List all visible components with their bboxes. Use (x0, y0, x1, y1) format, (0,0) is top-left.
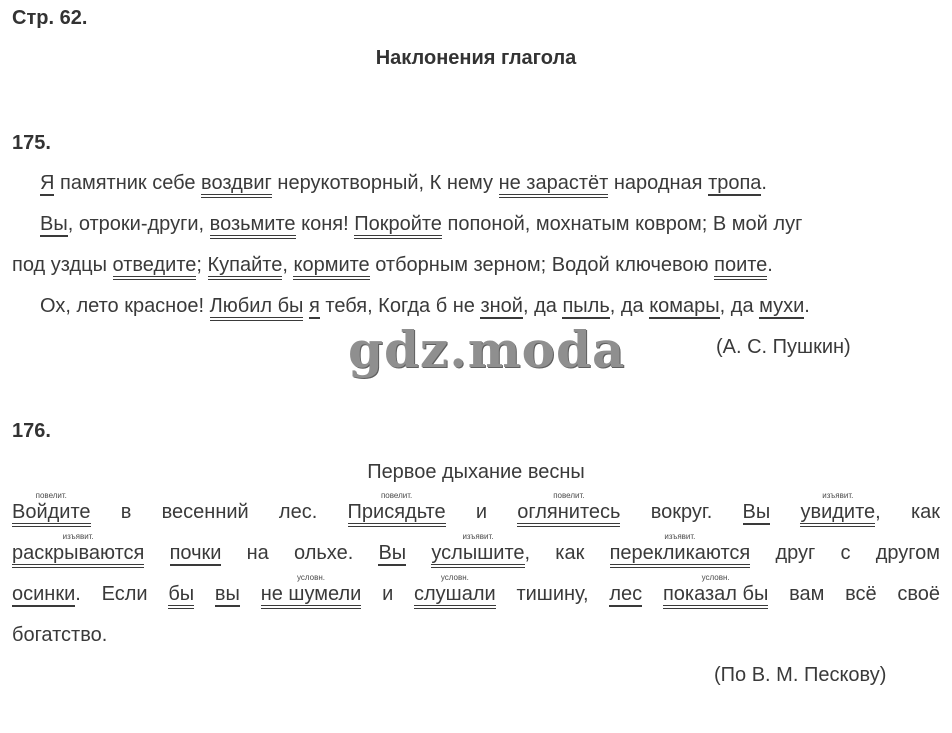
subject-word: комары (649, 295, 720, 317)
subject-word: Я (40, 172, 55, 194)
text-fragment: друг с другом (775, 542, 941, 564)
predicate-word: воздвиг (201, 173, 272, 198)
mood-label: изъявит. (462, 532, 494, 541)
section-title: Наклонения глагола (375, 47, 577, 69)
subject-word: мухи (759, 295, 805, 317)
text-fragment: , да (609, 295, 644, 317)
predicate-word: Купайте (208, 255, 283, 280)
predicate-word: условн. показал бы (663, 584, 768, 609)
subject-word: Вы (40, 213, 68, 235)
text-fragment: в весенний лес. (120, 501, 318, 523)
subject-word: лес (609, 583, 643, 605)
page-number: Стр. 62. (12, 7, 88, 29)
ex175-line-3 (12, 252, 773, 280)
text-fragment: ; (196, 254, 202, 276)
subject-word: Вы (742, 501, 771, 523)
text-fragment: тебя, Когда б не (325, 295, 475, 317)
text-fragment: . (804, 295, 810, 317)
predicate-word: кормите (293, 255, 369, 280)
subject-word: Вы (378, 542, 407, 564)
ex176-line-3 (12, 573, 941, 609)
ex176-line-1 (12, 491, 941, 527)
predicate-word: бы (168, 584, 194, 609)
ex176-subtitle: Первое дыхание весны (367, 461, 585, 483)
text-fragment: коня! (301, 213, 349, 235)
text-fragment: попоной, мохнатым ковром; В мой луг (447, 213, 803, 235)
predicate-word: изъявит. услышите (431, 543, 524, 568)
predicate-word: повелит. Войдите (12, 502, 91, 527)
ex175-line-2 (40, 211, 802, 239)
text-fragment: нерукотворный, К нему (277, 172, 493, 194)
predicate-word: поите (714, 255, 767, 280)
predicate-word: Любил бы (210, 296, 304, 321)
text-fragment: Ох, лето красное! (40, 295, 205, 317)
watermark-logo: gdz.moda (348, 320, 626, 379)
text-fragment: , отроки-други, (67, 213, 205, 235)
mood-label: условн. (440, 573, 469, 582)
exercise-175-number: 175. (12, 132, 51, 154)
subject-word: тропа (708, 172, 762, 194)
subject-word: почки (169, 542, 222, 564)
text-fragment: народная (613, 172, 703, 194)
mood-label: условн. (701, 573, 730, 582)
text-fragment: и (475, 501, 488, 523)
mood-label: изъявит. (664, 532, 696, 541)
predicate-word: повелит. Присядьте (348, 502, 446, 527)
ex175-line-4 (40, 293, 810, 321)
ex176-source: (По В. М. Пескову) (714, 664, 887, 686)
text-fragment: и (382, 583, 394, 605)
text-fragment: . (761, 172, 767, 194)
predicate-word: Покройте (354, 214, 442, 239)
exercise-176-number: 176. (12, 420, 51, 442)
predicate-word: отведите (113, 255, 197, 280)
mood-label: изъявит. (822, 491, 854, 500)
text-fragment: . Если (75, 583, 148, 605)
subject-word: зной (480, 295, 523, 317)
subject-word: осинки (12, 583, 76, 605)
predicate-word: не зарастёт (499, 173, 609, 198)
mood-label: повелит. (35, 491, 67, 500)
text-fragment: . (767, 254, 773, 276)
text-fragment: , да (522, 295, 557, 317)
mood-label: условн. (296, 573, 325, 582)
ex176-line-4: богатство. (12, 624, 108, 646)
mood-label: изъявит. (62, 532, 94, 541)
mood-label: повелит. (553, 491, 585, 500)
text-fragment: на ольхе. (246, 542, 354, 564)
subject-word: вы (214, 583, 240, 605)
subject-word: пыль (562, 295, 610, 317)
subject-word: я (308, 295, 320, 317)
predicate-word: условн. не шумели (261, 584, 362, 609)
predicate-word: изъявит. увидите (800, 502, 875, 527)
text-fragment: под уздцы (12, 254, 107, 276)
predicate-word: изъявит. перекликаются (610, 543, 751, 568)
ex176-line-2 (12, 532, 941, 568)
predicate-word: изъявит. раскрываются (12, 543, 144, 568)
text-fragment: тишину, (516, 583, 589, 605)
text-fragment: памятник себе (60, 172, 196, 194)
text-fragment: , как (875, 501, 941, 523)
ex175-line-1 (40, 170, 767, 198)
ex175-source: (А. С. Пушкин) (716, 336, 851, 358)
text-fragment: , как (524, 542, 585, 564)
text-fragment: вам всё своё (789, 583, 941, 605)
text-fragment: , да (719, 295, 754, 317)
predicate-word: повелит. оглянитесь (517, 502, 620, 527)
mood-label: повелит. (380, 491, 413, 500)
text-fragment: вокруг. (650, 501, 713, 523)
text-fragment: отборным зерном; Водой ключевою (375, 254, 709, 276)
predicate-word: возьмите (210, 214, 296, 239)
predicate-word: условн. слушали (414, 584, 496, 609)
text-fragment: , (282, 254, 288, 276)
